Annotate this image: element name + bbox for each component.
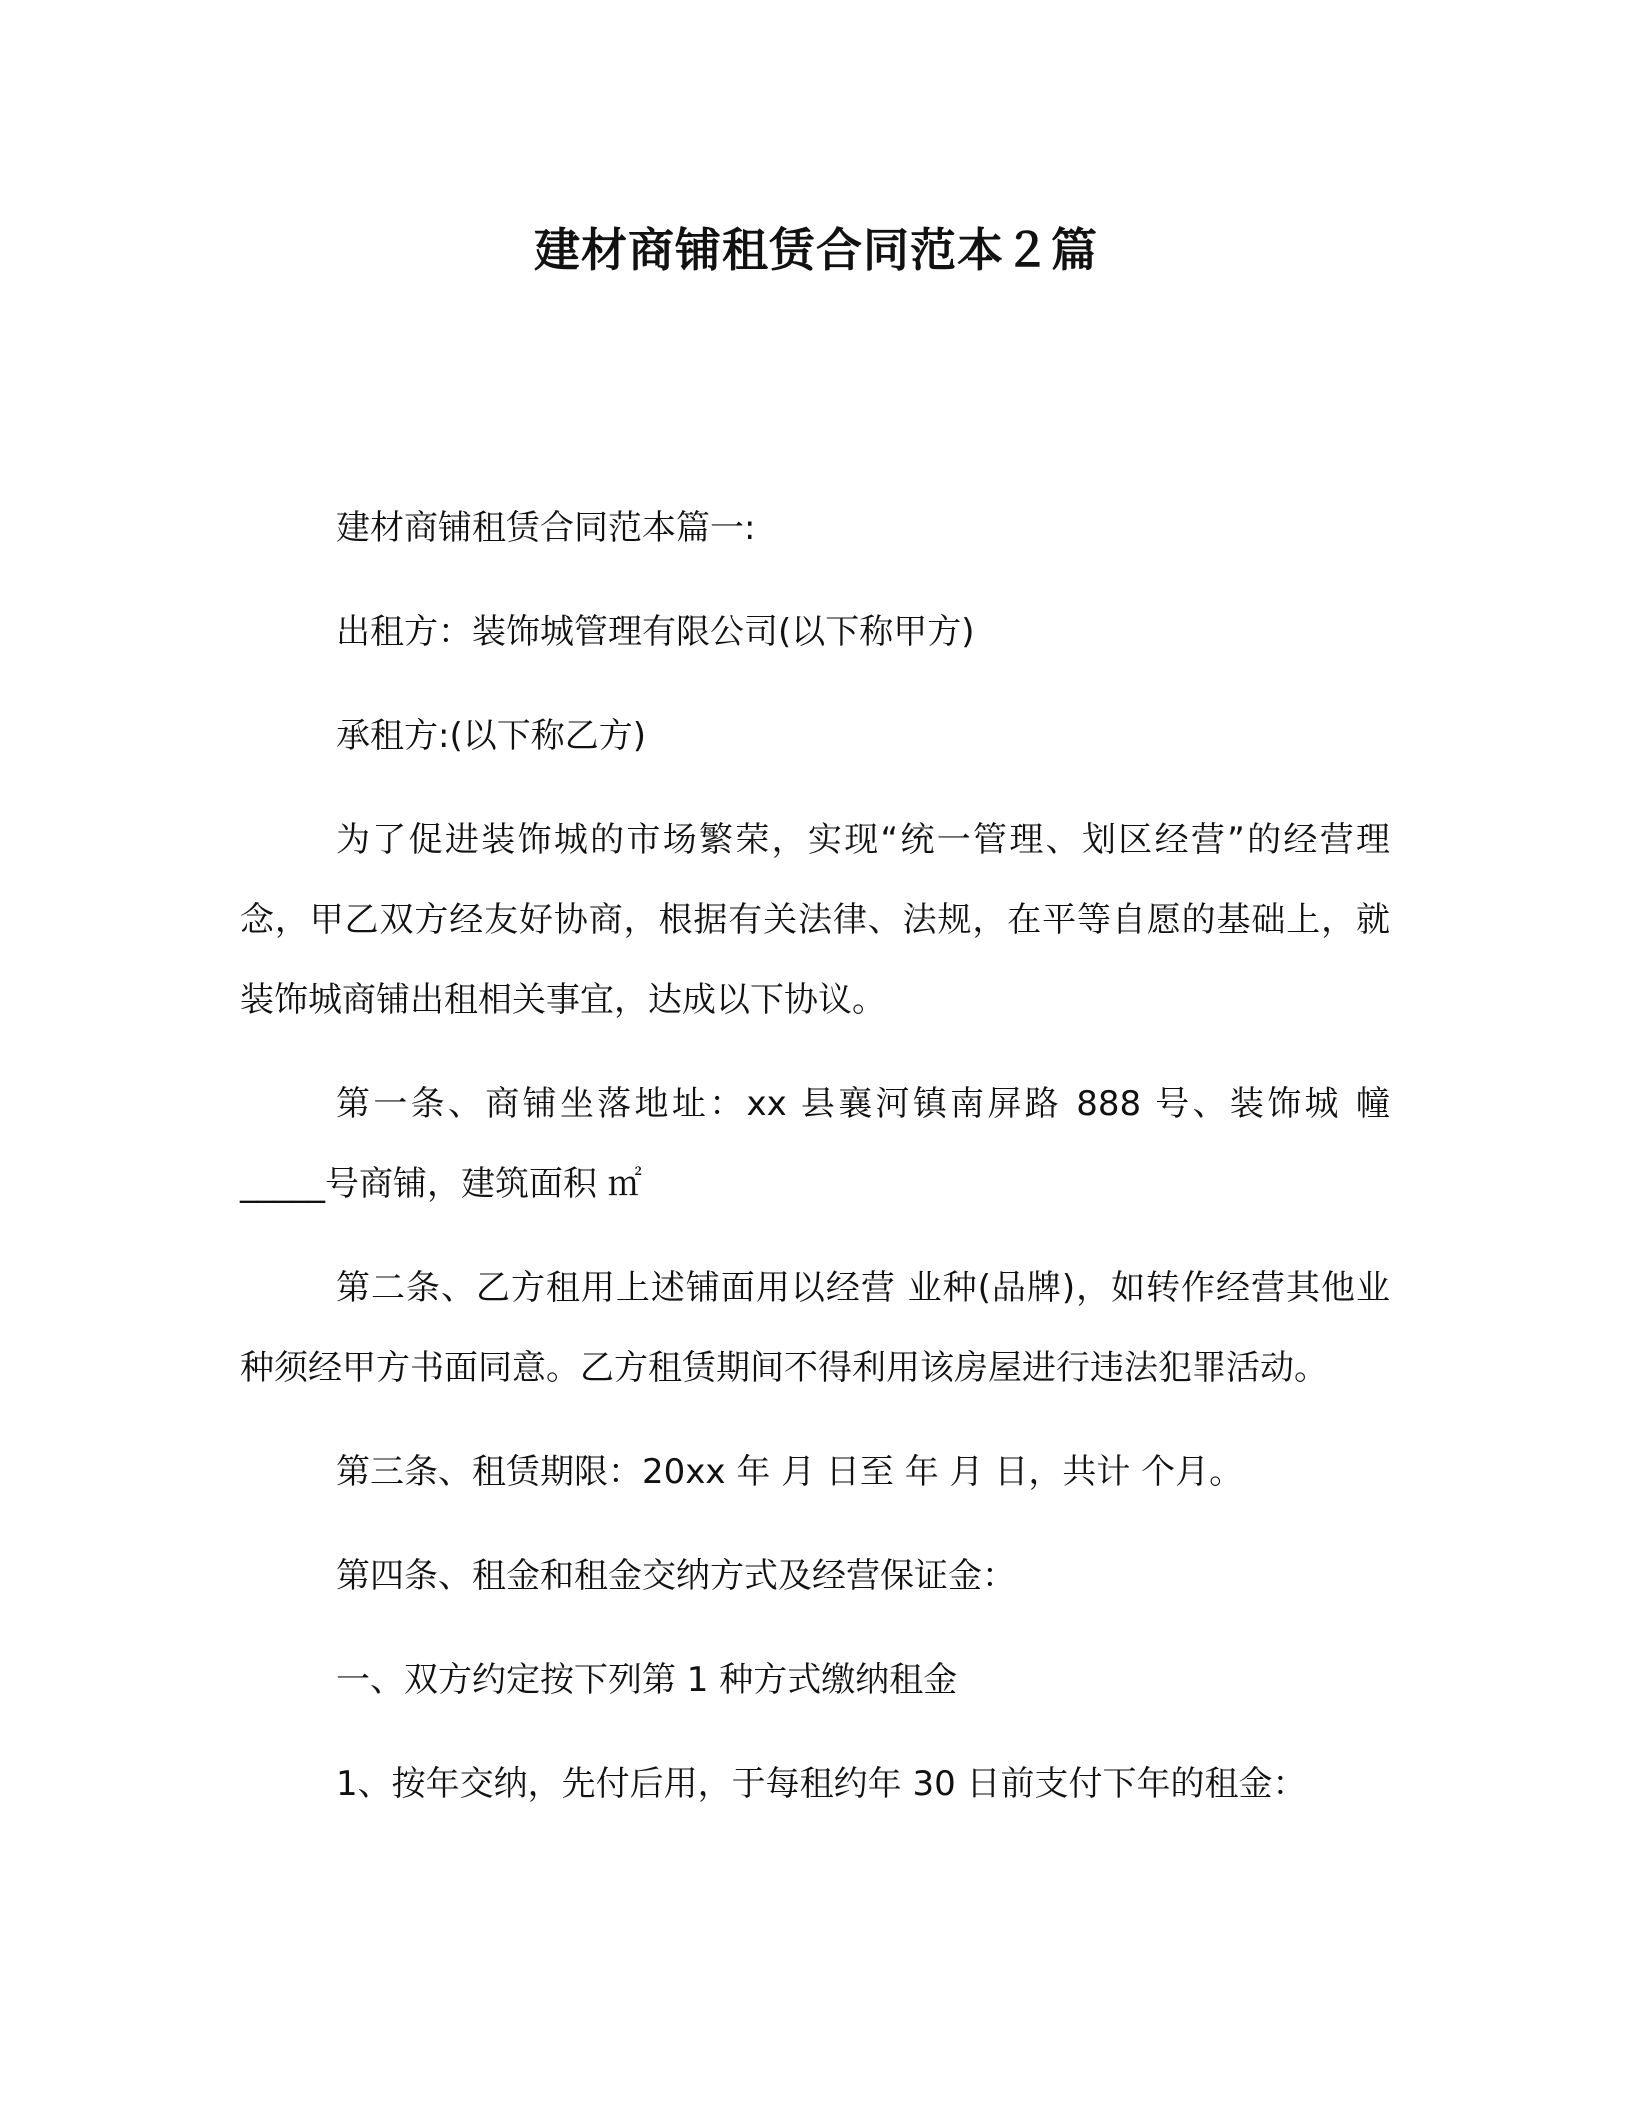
- paragraph-heading-part-one: 建材商铺租赁合同范本篇一:: [336, 508, 756, 548]
- paragraph-annual-payment: 1、按年交纳，先付后用，于每租约年 30 日前支付下年的租金：: [336, 1764, 1307, 1804]
- paragraph-article-2: 第二条、乙方租用上述铺面用以经营 业种(品牌)，如转作经营其他业种须经甲方书面同意。乙方租赁期间不得利用该房屋进行违法犯罪活动。: [240, 1268, 1390, 1388]
- paragraph-lessee: 承租方:(以下称乙方): [336, 716, 646, 756]
- paragraph-lessor: 出租方：装饰城管理有限公司(以下称甲方): [336, 612, 975, 652]
- paragraph-payment-option: 一、双方约定按下列第 1 种方式缴纳租金: [336, 1660, 958, 1700]
- paragraph-article-1: 第一条、商铺坐落地址：xx 县襄河镇南屏路 888 号、装饰城 幢 _____号商铺，建筑面积 ㎡: [240, 1084, 1390, 1204]
- paragraph-preamble: 为了促进装饰城的市场繁荣，实现“统一管理、划区经营”的经营理念，甲乙双方经友好协商，根据有关法律、法规，在平等自愿的基础上，就装饰城商铺出租相关事宜，达成以下协议。: [240, 820, 1390, 1020]
- document-body: [240, 488, 1390, 1848]
- document-title: 建材商铺租赁合同范本２篇: [534, 223, 1098, 277]
- paragraph-article-4: 第四条、租金和租金交纳方式及经营保证金：: [336, 1556, 1016, 1596]
- paragraph-article-3: 第三条、租赁期限：20xx 年 月 日至 年 月 日，共计 个月。: [336, 1452, 1244, 1492]
